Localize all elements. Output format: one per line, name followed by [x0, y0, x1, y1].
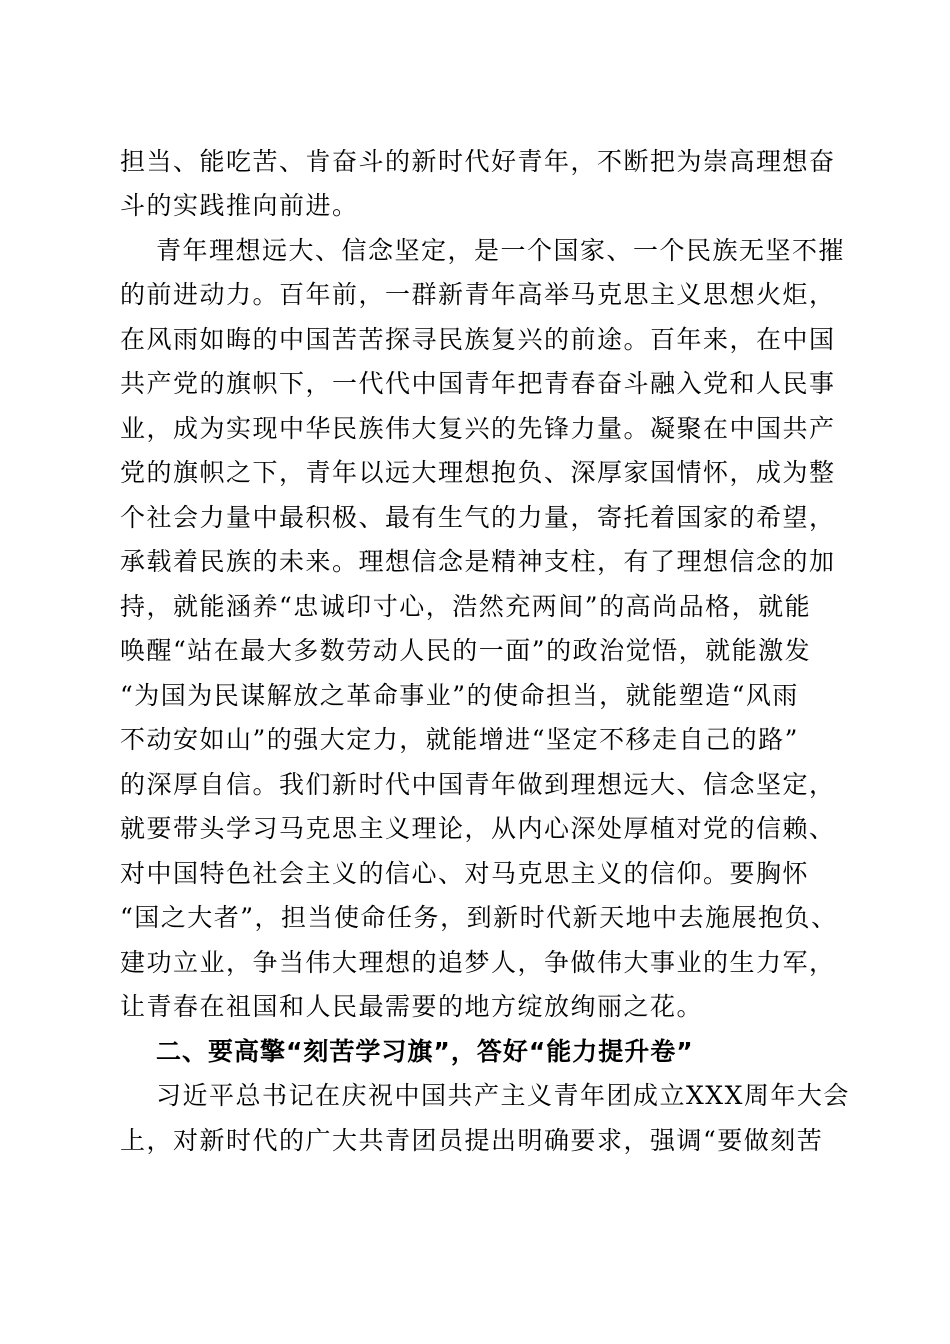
- text-line-3: 青年理想远大、信念坚定，是一个国家、一个民族无坚不摧: [156, 236, 846, 265]
- text-line-13: “为国为民谋解放之革命事业”的使命担当，就能塑造“风雨: [120, 681, 799, 710]
- text-line-5: 在风雨如晦的中国苦苦探寻民族复兴的前途。百年来，在中国: [120, 325, 836, 354]
- text-line-18: “国之大者”，担当使命任务，到新时代新天地中去施展抱负、: [120, 903, 838, 932]
- text-line-22: 上，对新时代的广大共青团员提出明确要求，强调“要做刻苦: [120, 1126, 824, 1155]
- text-line-1: 担当、能吃苦、肯奋斗的新时代好青年，不断把为崇高理想奋: [120, 147, 836, 176]
- text-line-6: 共产党的旗帜下，一代代中国青年把青春奋斗融入党和人民事: [120, 369, 836, 398]
- text-line-15: 的深厚自信。我们新时代中国青年做到理想远大、信念坚定，: [120, 770, 836, 799]
- text-line-16: 就要带头学习马克思主义理论，从内心深处厚植对党的信赖、: [120, 814, 836, 843]
- text-line-9: 个社会力量中最积极、最有生气的力量，寄托着国家的希望，: [120, 503, 836, 532]
- text-line-10: 承载着民族的未来。理想信念是精神支柱，有了理想信念的加: [120, 547, 836, 576]
- text-line-21: 习近平总书记在庆祝中国共产主义青年团成立XXX周年大会: [156, 1081, 850, 1110]
- text-line-17: 对中国特色社会主义的信心、对马克思主义的信仰。要胸怀: [120, 859, 810, 888]
- text-line-7: 业，成为实现中华民族伟大复兴的先锋力量。凝聚在中国共产: [120, 414, 836, 443]
- text-line-14: 不动安如山”的强大定力，就能增进“坚定不移走自己的路”: [120, 725, 799, 754]
- text-line-4: 的前进动力。百年前，一群新青年高举马克思主义思想火炬，: [120, 280, 836, 309]
- text-line-8: 党的旗帜之下，青年以远大理想抱负、深厚家国情怀，成为整: [120, 458, 836, 487]
- text-line-11: 持，就能涵养“忠诚印寸心，浩然充两间”的高尚品格，就能: [120, 592, 812, 621]
- text-line-20: 让青春在祖国和人民最需要的地方绽放绚丽之花。: [120, 992, 704, 1021]
- section-heading: 二、要高擎“刻苦学习旗”，答好“能力提升卷”: [156, 1037, 694, 1066]
- text-line-12: 唤醒“站在最大多数劳动人民的一面”的政治觉悟，就能激发: [120, 636, 812, 665]
- text-line-2: 斗的实践推向前进。: [120, 191, 359, 220]
- text-line-19: 建功立业，争当伟大理想的追梦人，争做伟大事业的生力军，: [120, 948, 836, 977]
